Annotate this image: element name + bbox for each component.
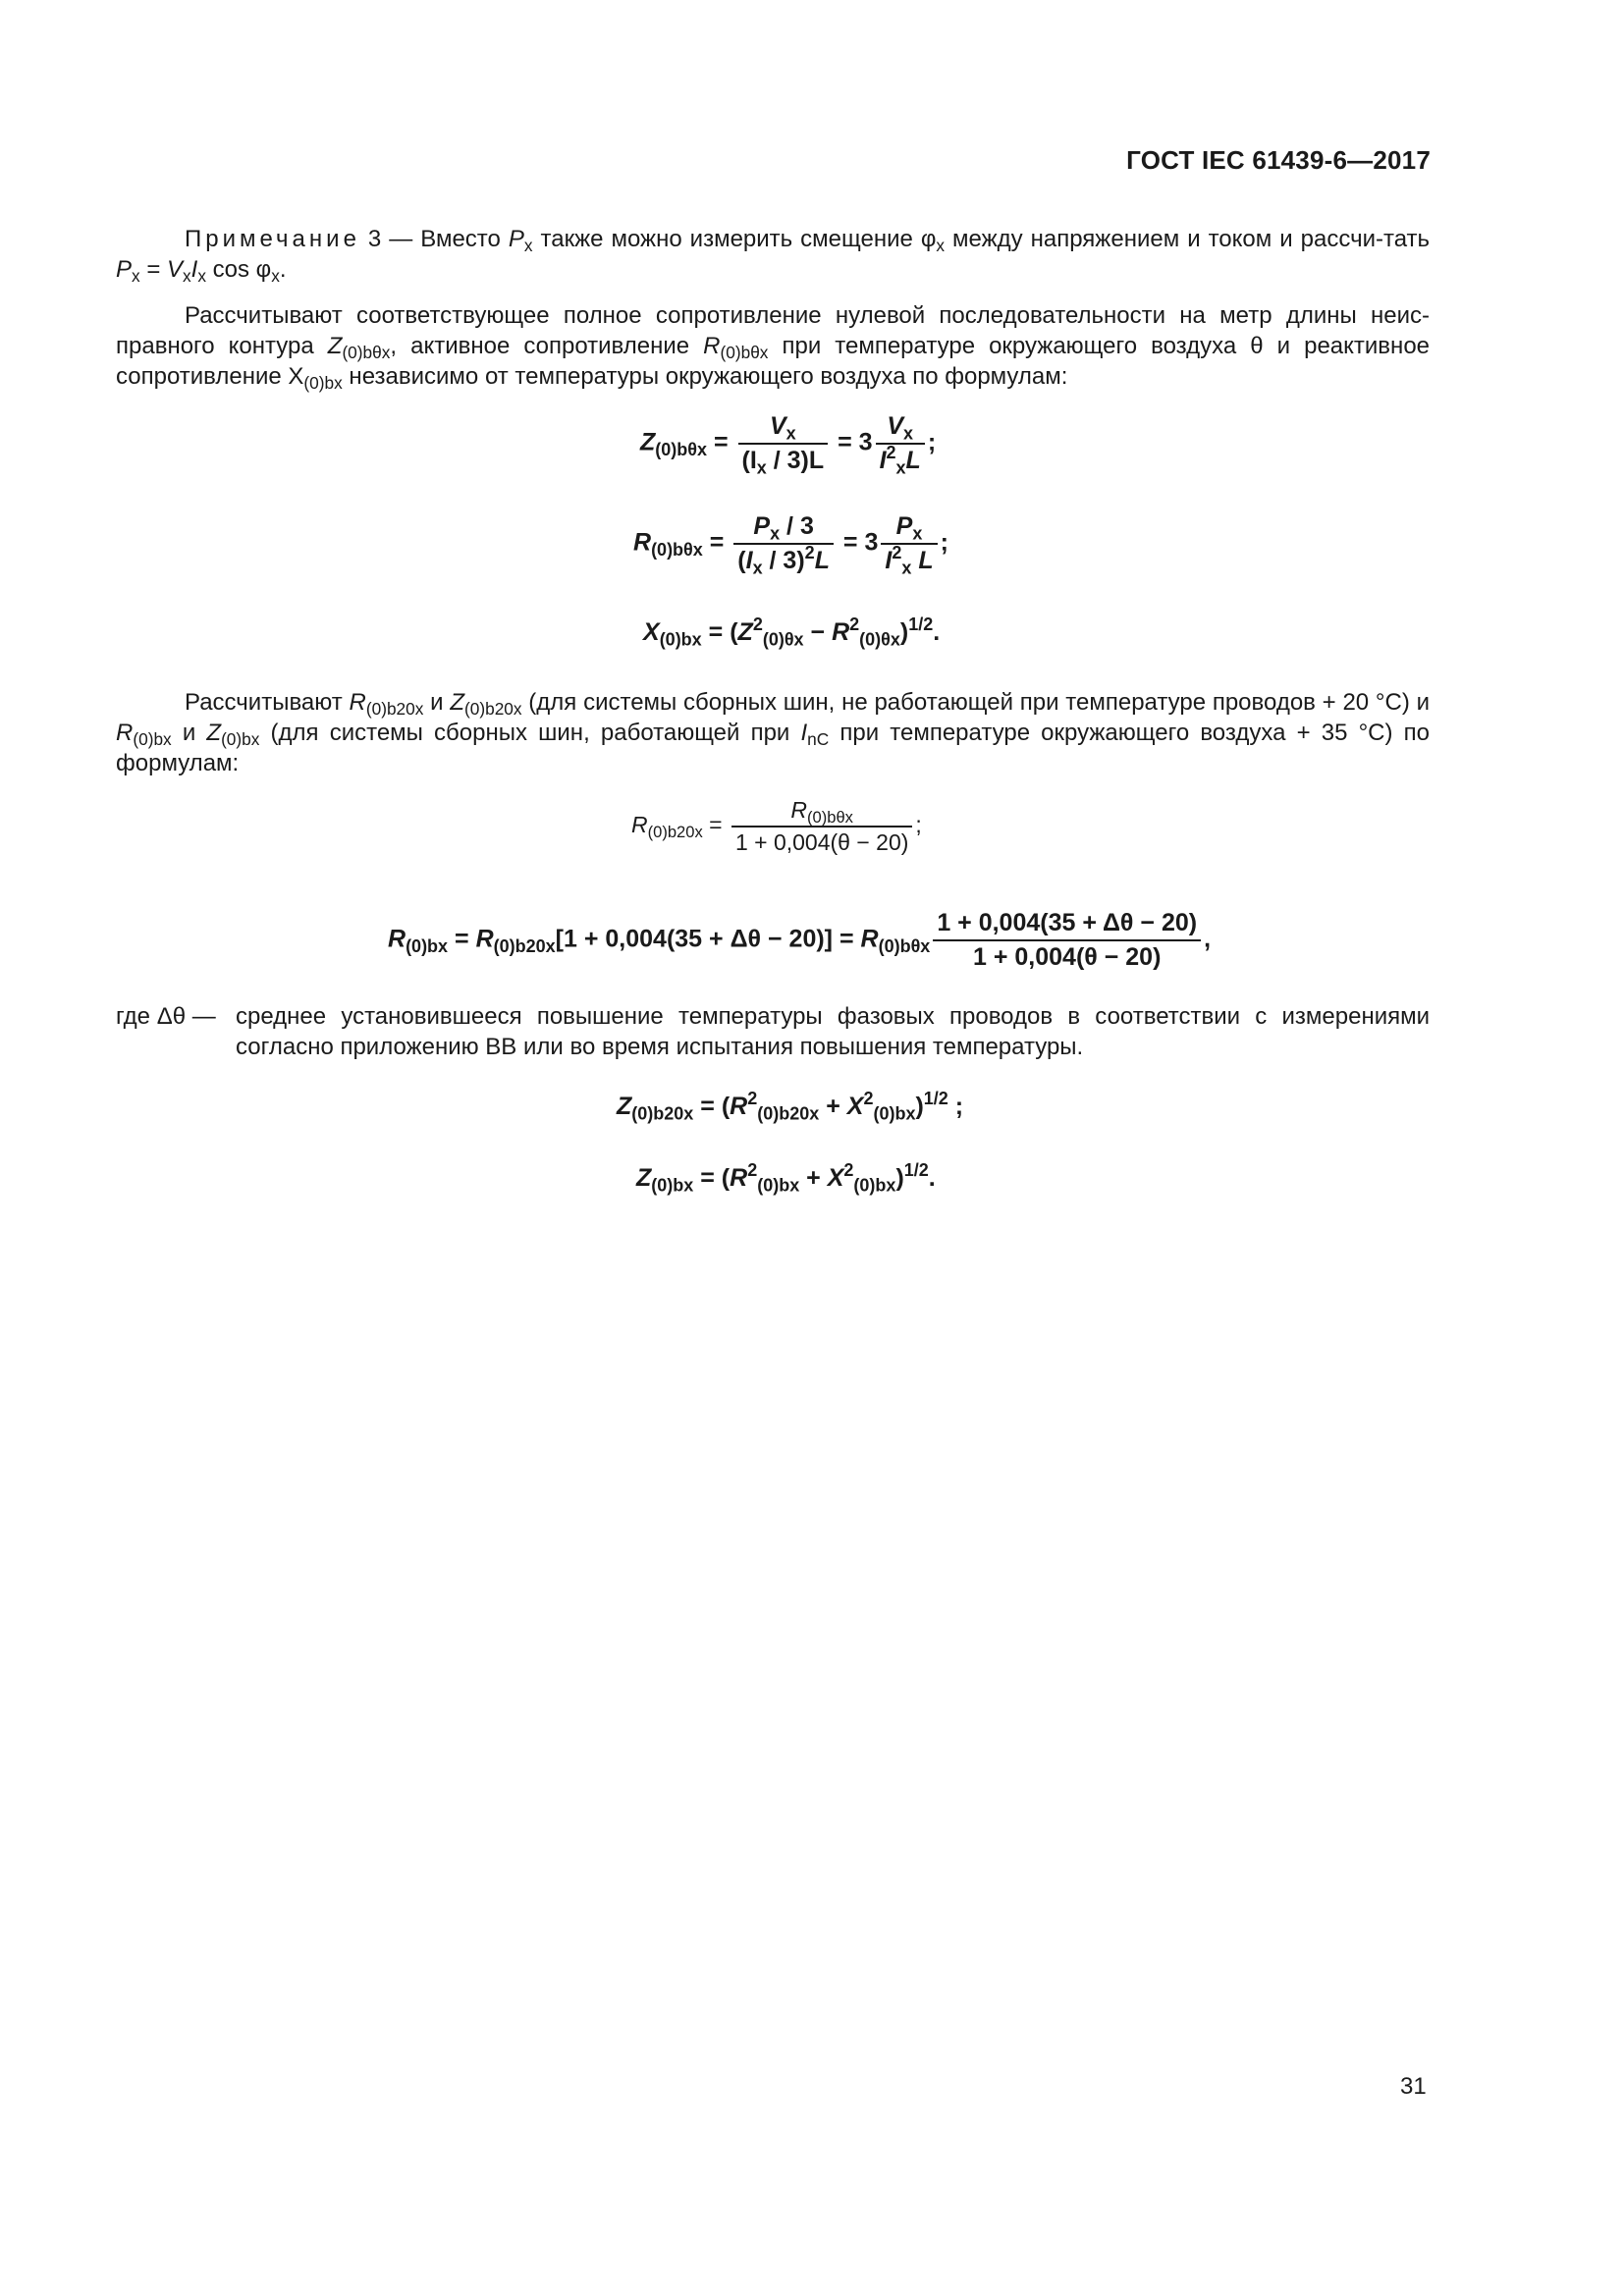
paragraph-impedance: Рассчитывают соответствующее полное сопротивление нулевой последовательности на метр длины неис-правного контура $Z_{(0)b\theta x}$, активное сопротивление $R_{(0)b\theta x}$ при температуре окружающего воздуха θ и реактивное сопротивление $X_{(0)bx}$ независимо от температуры окружающего воздуха по формулам: [116,302,1431,394]
page-number: 31 [1400,2073,1427,2100]
equation-r-bx: $R_{(0)bx} = R_{(0)b20x}[1 + 0,004(35 + \Delta\theta - 20)] = R_{(0)b\theta x}$ $\frac{1 + 0,004(35 + \Delta\theta - 20)}{1 + 0,004(\theta - 20)}$ , [388,909,1212,971]
where-label: где Δθ — [116,1003,216,1030]
note-3: Примечание 3 — Вместо $P_x$ также можно измерить смещение $\varphi_x$ между напряжением и током и рассчи-тать $P_x = V_xI_x$ $\cos \varphi_x$. [116,226,1431,287]
equation-x-bx: $X_{(0)bx} = (Z^2_{(0)\theta x} - R^2_{(0)\theta x})^{1/2}$. [643,614,941,650]
document-header: ГОСТ IEC 61439-6—2017 [1126,145,1431,175]
paragraph-calc: Рассчитывают $R_{(0)b20x}$ и $Z_{(0)b20x}$ (для системы сборных шин, не работающей при температуре проводов + 20 °C) и $R_{(0)bx}$ и $Z_{(0)bx}$ (для системы сборных шин, работающей при $I_{nC}$ при температуре окружающего воздуха + 35 °C) по формулам: [116,689,1431,776]
note-label: Примечание [185,226,360,252]
equation-z-b20x: $Z_{(0)b20x} = (R^2_{(0)b20x} + X^2_{(0)bx})^{1/2}$ ; [617,1089,964,1124]
where-clause [116,1001,1430,1062]
equation-r-b20x: $R_{(0)b20x}$ = $\frac{R_{(0)b\theta x}}{1 + 0,004(\theta - 20)}$ ; [631,797,922,855]
equation-z-b0x: $Z_{(0)b\theta x}$ = $\frac{V_x}{(I_x / 3)L}$ = 3 $\frac{V_x}{I^2_xL}$ ; [640,412,937,478]
where-text: среднее установившееся повышение температуры фазовых проводов в соответствии с измерениями согласно приложению BB или во время испытания повышения температуры. [236,1003,1430,1060]
equation-r-b0x: $R_{(0)b\theta x}$ = $\frac{P_x / 3}{(I_x / 3)^2L}$ = 3 $\frac{P_x}{I^2_x L}$ ; [633,512,948,578]
equation-z-bx: $Z_{(0)bx} = (R^2_{(0)bx} + X^2_{(0)bx})^{1/2}$. [636,1160,936,1196]
